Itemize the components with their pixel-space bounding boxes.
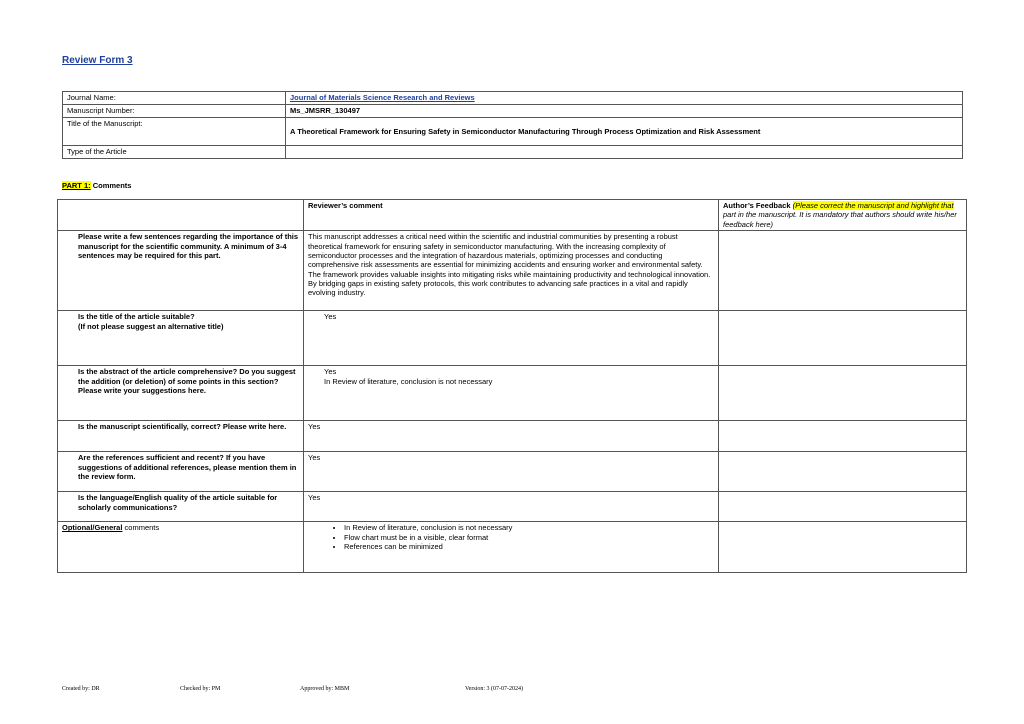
question-title: Is the title of the article suitable? (If not please suggest an alternative title) [58, 311, 304, 366]
part-label: PART 1: [62, 181, 91, 190]
question-importance: Please write a few sentences regarding the importance of this manuscript for the scientific community. A minimum of 3-4 sentences may be required for this part. [58, 231, 304, 311]
part-text: Comments [90, 181, 132, 190]
optional-item: • References can be minimized [344, 542, 714, 551]
answer-references: Yes [304, 452, 719, 492]
manuscript-title-value: A Theoretical Framework for Ensuring Safety in Semiconductor Manufacturing Through Process Optimization and Risk Assessment [286, 118, 963, 146]
feedback-references[interactable] [719, 452, 967, 492]
answer-scientific: Yes [304, 421, 719, 452]
footer-version: Version: 3 (07-07-2024) [465, 686, 523, 692]
part-heading [62, 181, 131, 190]
footer-approved-by: Approved by: MBM [300, 686, 350, 692]
comments-table [57, 199, 967, 573]
optional-item: • In Review of literature, conclusion is not necessary [344, 523, 714, 532]
optional-comments-label: Optional/General comments [58, 522, 304, 573]
manuscript-title-label: Title of the Manuscript: [63, 118, 286, 146]
question-abstract: Is the abstract of the article comprehensive? Do you suggest the addition (or deletion) of some points in this section? Please write your suggestions here. [58, 366, 304, 421]
form-title: Review Form 3 [62, 55, 133, 66]
journal-name-link[interactable]: Journal of Materials Science Research and Reviews [286, 92, 963, 105]
feedback-importance[interactable] [719, 231, 967, 311]
feedback-scientific[interactable] [719, 421, 967, 452]
manuscript-number-value: Ms_JMSRR_130497 [286, 105, 963, 118]
answer-language: Yes [304, 492, 719, 522]
question-language: Is the language/English quality of the article suitable for scholarly communications? [58, 492, 304, 522]
footer-checked-by: Checked by: PM [180, 686, 221, 692]
feedback-language[interactable] [719, 492, 967, 522]
answer-importance: This manuscript addresses a critical need within the scientific and industrial communities by presenting a robust theoretical framework for ensuring safety in semiconductor manufacturing. With the increasing complexity of semiconductor processes and the integration of hazardous materials, optimizing processes and conducting comprehensive risk assessments are essential for minimizing accidents and ensuring worker and environmental safety. The framework provides valuable insights into mitigating risks while maintaining productivity and technological innovation. By bridging gaps in existing safety protocols, this work contributes to advancing safe practices in a vital and rapidly evolving industry. [304, 231, 719, 311]
header-empty [58, 200, 304, 231]
optional-item: • Flow chart must be in a visible, clear format [344, 533, 714, 542]
feedback-abstract[interactable] [719, 366, 967, 421]
question-references: Are the references sufficient and recent? If you have suggestions of additional references, please mention them in the review form. [58, 452, 304, 492]
footer-created-by: Created by: DR [62, 686, 100, 692]
answer-title: Yes [304, 311, 719, 366]
feedback-title[interactable] [719, 311, 967, 366]
feedback-optional[interactable] [719, 522, 967, 573]
manuscript-info-table [62, 91, 963, 159]
article-type-label: Type of the Article [63, 146, 286, 159]
article-type-value [286, 146, 963, 159]
header-reviewer-comment: Reviewer’s comment [304, 200, 719, 231]
question-scientific: Is the manuscript scientifically, correct? Please write here. [58, 421, 304, 452]
journal-label: Journal Name: [63, 92, 286, 105]
manuscript-number-label: Manuscript Number: [63, 105, 286, 118]
optional-comments-list [304, 522, 719, 573]
header-author-feedback: Author’s Feedback (Please correct the manuscript and highlight that part in the manuscript. It is mandatory that authors should write his/her feedback here) [719, 200, 967, 231]
answer-abstract: Yes In Review of literature, conclusion is not necessary [304, 366, 719, 421]
